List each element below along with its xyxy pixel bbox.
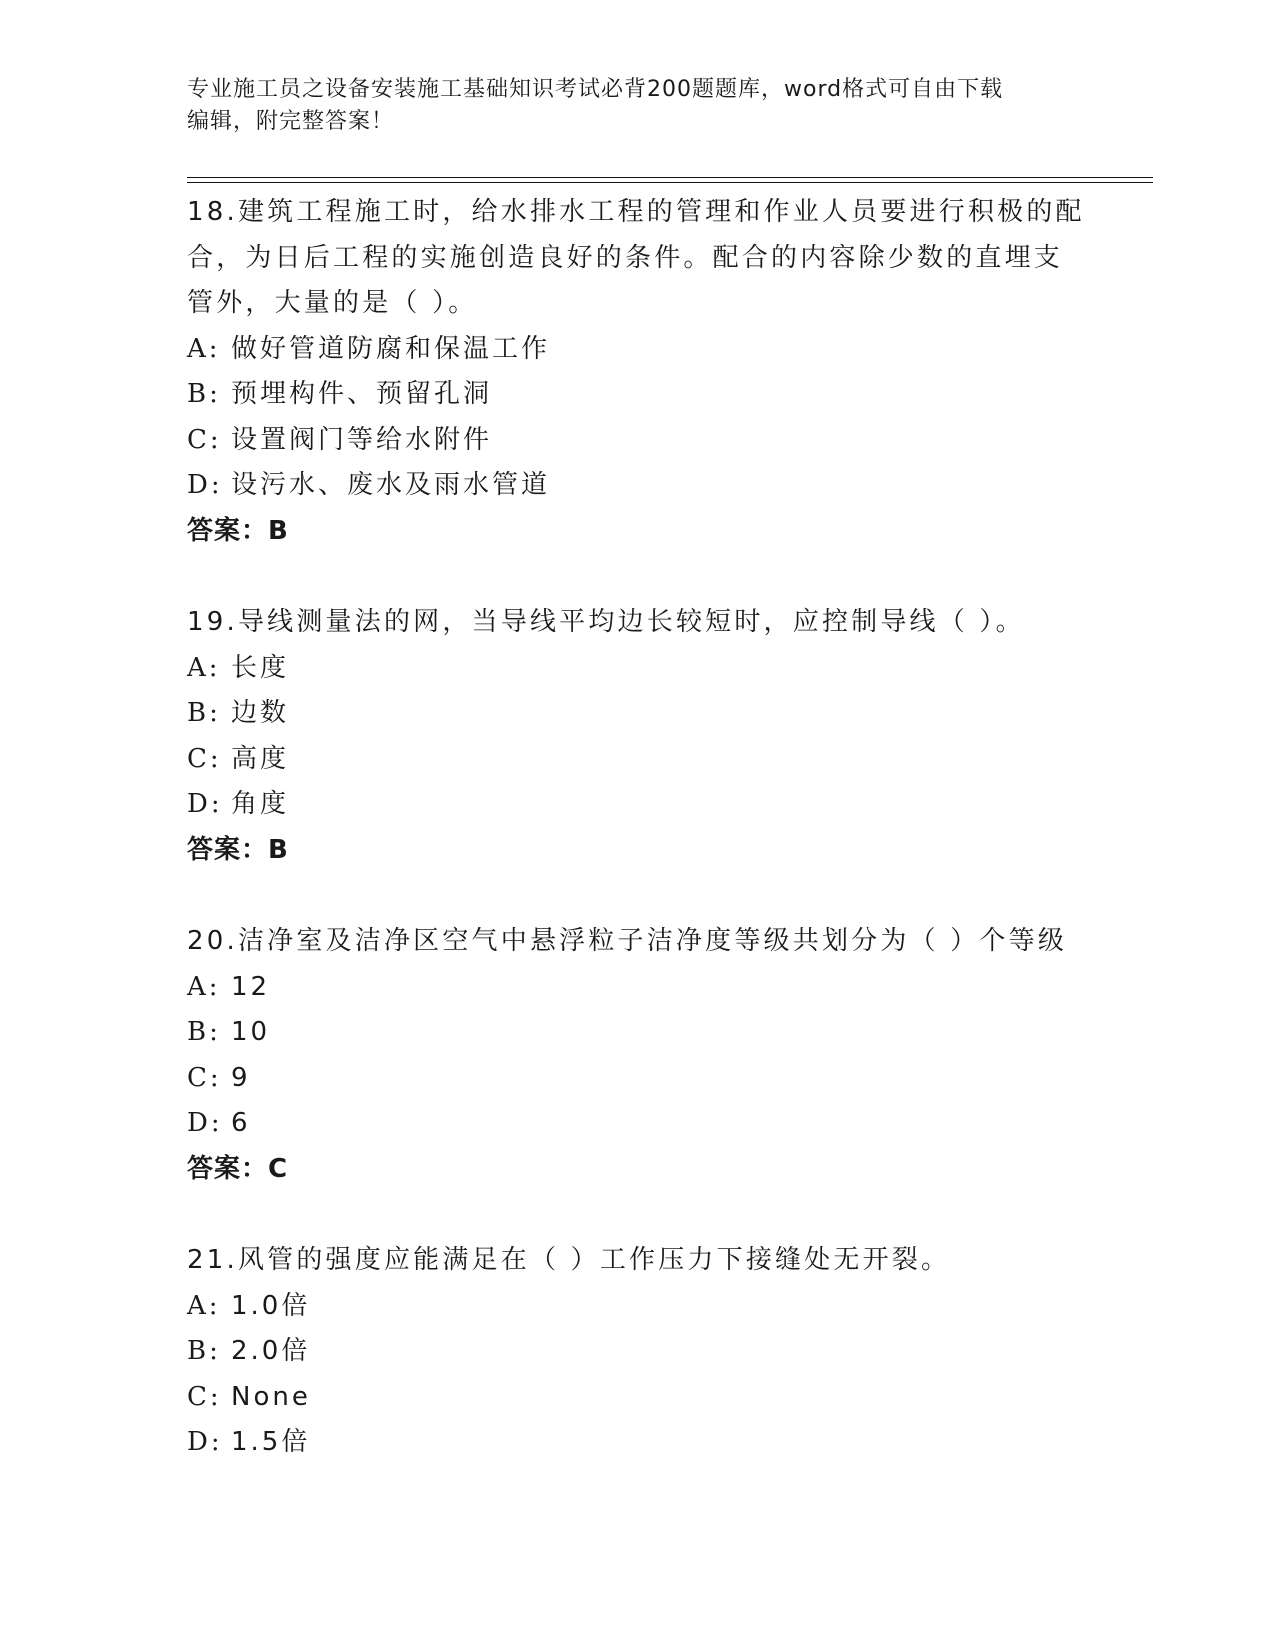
option-c — [187, 1056, 1147, 1102]
option-letter: A: — [187, 1290, 221, 1321]
option-b — [187, 1329, 1147, 1375]
option-letter: A: — [187, 652, 221, 683]
option-letter: D: — [187, 789, 223, 819]
question-stem-line: 20.洁净室及洁净区空气中悬浮粒子洁净度等级共划分为（ ）个等级 — [187, 926, 1068, 956]
option-text: 做好管道防腐和保温工作 — [231, 333, 551, 364]
option-letter: B: — [187, 698, 221, 728]
option-text: 12 — [231, 971, 271, 1002]
option-d — [187, 782, 1147, 828]
option-c — [187, 418, 1147, 464]
option-b — [187, 372, 1147, 418]
header-title-line-1: 专业施工员之设备安装施工基础知识考试必背200题题库，word格式可自由下载 — [187, 77, 1004, 102]
option-letter: C: — [187, 1381, 222, 1412]
question-block — [187, 1238, 1147, 1466]
header-title-line-2: 编辑，附完整答案！ — [187, 109, 395, 134]
option-a — [187, 965, 1147, 1011]
answer-line: 答案：C — [187, 1153, 289, 1184]
option-a — [187, 1284, 1147, 1330]
option-text: 9 — [231, 1062, 251, 1093]
question-block — [187, 919, 1147, 1192]
option-text: 10 — [231, 1017, 271, 1047]
option-letter: A: — [187, 333, 221, 364]
option-d — [187, 1420, 1147, 1466]
option-letter: D: — [187, 1427, 223, 1457]
option-text: 2.0倍 — [231, 1336, 311, 1366]
option-text: 预埋构件、预留孔洞 — [231, 379, 493, 409]
answer-line: 答案：B — [187, 834, 289, 865]
header-divider-bottom — [187, 182, 1153, 183]
option-text: 角度 — [231, 789, 290, 819]
option-text: 长度 — [231, 652, 290, 683]
question-block — [187, 600, 1147, 873]
option-c — [187, 737, 1147, 783]
question-stem-line: 19.导线测量法的网，当导线平均边长较短时，应控制导线（ ）。 — [187, 607, 1025, 637]
option-letter: A: — [187, 971, 221, 1002]
header-divider-top — [187, 177, 1153, 178]
option-text: 设污水、废水及雨水管道 — [231, 470, 551, 500]
question-stem-line: 合，为日后工程的实施创造良好的条件。配合的内容除少数的直埋支 — [187, 242, 1064, 273]
option-text: 设置阀门等给水附件 — [231, 424, 493, 455]
option-letter: D: — [187, 470, 223, 500]
answer-line: 答案：B — [187, 515, 289, 546]
option-letter: D: — [187, 1108, 223, 1138]
option-d — [187, 463, 1147, 509]
question-stem-line: 管外，大量的是（ ）。 — [187, 288, 478, 318]
option-text: 1.5倍 — [231, 1427, 311, 1457]
option-a — [187, 327, 1147, 373]
question-list — [187, 190, 1147, 1512]
option-text: None — [231, 1381, 311, 1412]
option-b — [187, 691, 1147, 737]
option-letter: C: — [187, 1062, 222, 1093]
option-b — [187, 1010, 1147, 1056]
question-block — [187, 190, 1147, 554]
option-a — [187, 646, 1147, 692]
option-text: 1.0倍 — [231, 1290, 311, 1321]
option-d — [187, 1101, 1147, 1147]
option-text: 6 — [231, 1108, 251, 1138]
question-stem-line: 18.建筑工程施工时，给水排水工程的管理和作业人员要进行积极的配 — [187, 197, 1085, 227]
option-letter: B: — [187, 1017, 221, 1047]
option-letter: B: — [187, 1336, 221, 1366]
option-c — [187, 1375, 1147, 1421]
option-letter: C: — [187, 424, 222, 455]
option-text: 边数 — [231, 698, 290, 728]
option-text: 高度 — [231, 743, 290, 774]
document-header — [187, 74, 1087, 138]
option-letter: C: — [187, 743, 222, 774]
question-stem-line: 21.风管的强度应能满足在（ ）工作压力下接缝处无开裂。 — [187, 1245, 951, 1275]
option-letter: B: — [187, 379, 221, 409]
